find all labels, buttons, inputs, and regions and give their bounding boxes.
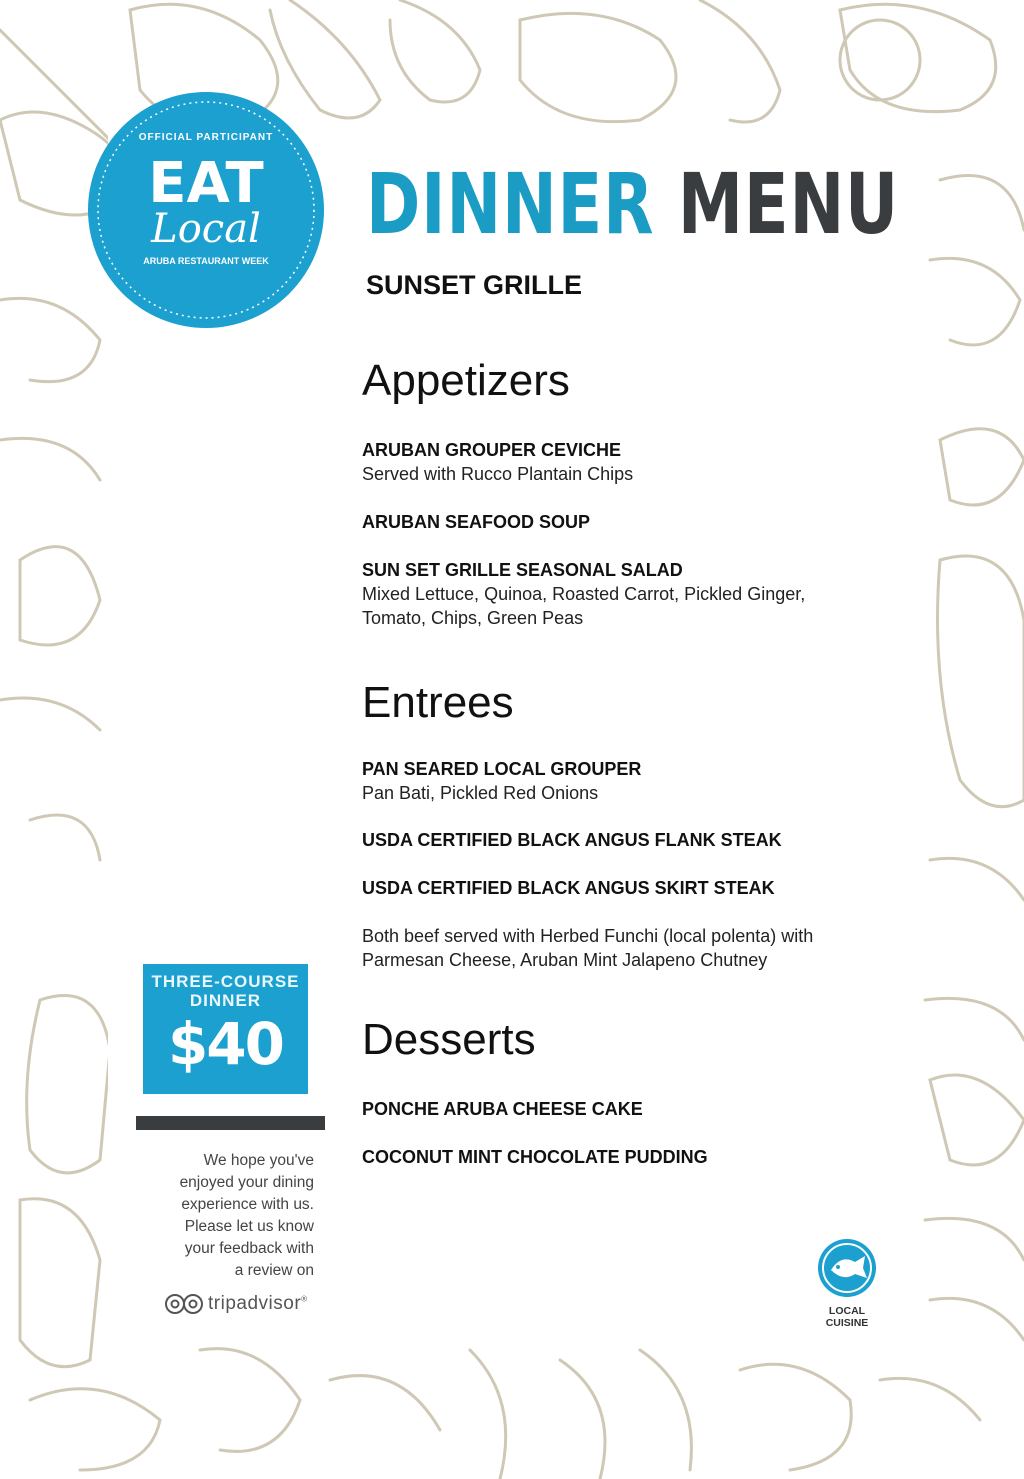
section-heading-desserts: Desserts [362,1015,536,1064]
owl-eyes-icon [164,1293,204,1315]
menu-item-name: COCONUT MINT CHOCOLATE PUDDING [362,1147,708,1167]
menu-item-desc: Mixed Lettuce, Quinoa, Roasted Carrot, Pickled Ginger, [362,584,806,604]
tripadvisor-text: tripadvisor® [208,1293,308,1314]
local-cuisine-line2: CUISINE [825,1317,869,1329]
feedback-message [150,1150,314,1282]
section-heading-appetizers: Appetizers [362,356,570,405]
menu-item-name: USDA CERTIFIED BLACK ANGUS SKIRT STEAK [362,878,775,898]
menu-item-name: PONCHE ARUBA CHEESE CAKE [362,1099,643,1119]
menu-item-name: USDA CERTIFIED BLACK ANGUS FLANK STEAK [362,830,782,850]
title-word-dinner: DINNER [366,155,655,253]
local-cuisine-line1: LOCAL [828,1305,866,1317]
section-heading-entrees: Entrees [362,678,514,727]
price-label-line2: DINNER [189,991,262,1010]
entree-note: Both beef served with Herbed Funchi (local polenta) with [362,926,814,946]
menu-item-name: ARUBAN GROUPER CEVICHE [362,440,622,460]
page-title [366,155,900,253]
feedback-line: a review on [234,1262,314,1279]
menu-item-desc: Pan Bati, Pickled Red Onions [362,783,599,803]
badge-word-eat: EAT [148,151,264,216]
menu-item-desc: Served with Rucco Plantain Chips [362,464,634,484]
menu-item-name: SUN SET GRILLE SEASONAL SALAD [362,560,683,580]
feedback-line: enjoyed your dining [179,1174,314,1191]
menu-item-name: ARUBAN SEAFOOD SOUP [362,512,591,532]
feedback-line: We hope you've [203,1152,314,1169]
menu-item-name: PAN SEARED LOCAL GROUPER [362,759,642,779]
local-cuisine-logo [815,1238,879,1330]
divider-bar [136,1116,325,1130]
restaurant-name: SUNSET GRILLE [366,270,583,300]
badge-bottom-text: ARUBA RESTAURANT WEEK [143,256,269,266]
entree-note: Parmesan Cheese, Aruban Mint Jalapeno Chutney [362,950,768,970]
feedback-line: Please let us know [184,1218,314,1235]
feedback-line: your feedback with [184,1240,314,1257]
title-word-menu: MENU [677,155,900,253]
eat-local-badge [88,92,324,328]
feedback-line: experience with us. [181,1196,314,1213]
tripadvisor-logo [164,1290,324,1318]
badge-word-local: Local [151,206,261,252]
price-label-line1: THREE-COURSE [151,972,300,991]
price-box [143,964,308,1094]
price-value: $40 [167,1010,284,1078]
badge-top-text: OFFICIAL PARTICIPANT [138,132,274,143]
menu-item-desc: Tomato, Chips, Green Peas [362,608,584,628]
fish-icon [817,1238,877,1298]
